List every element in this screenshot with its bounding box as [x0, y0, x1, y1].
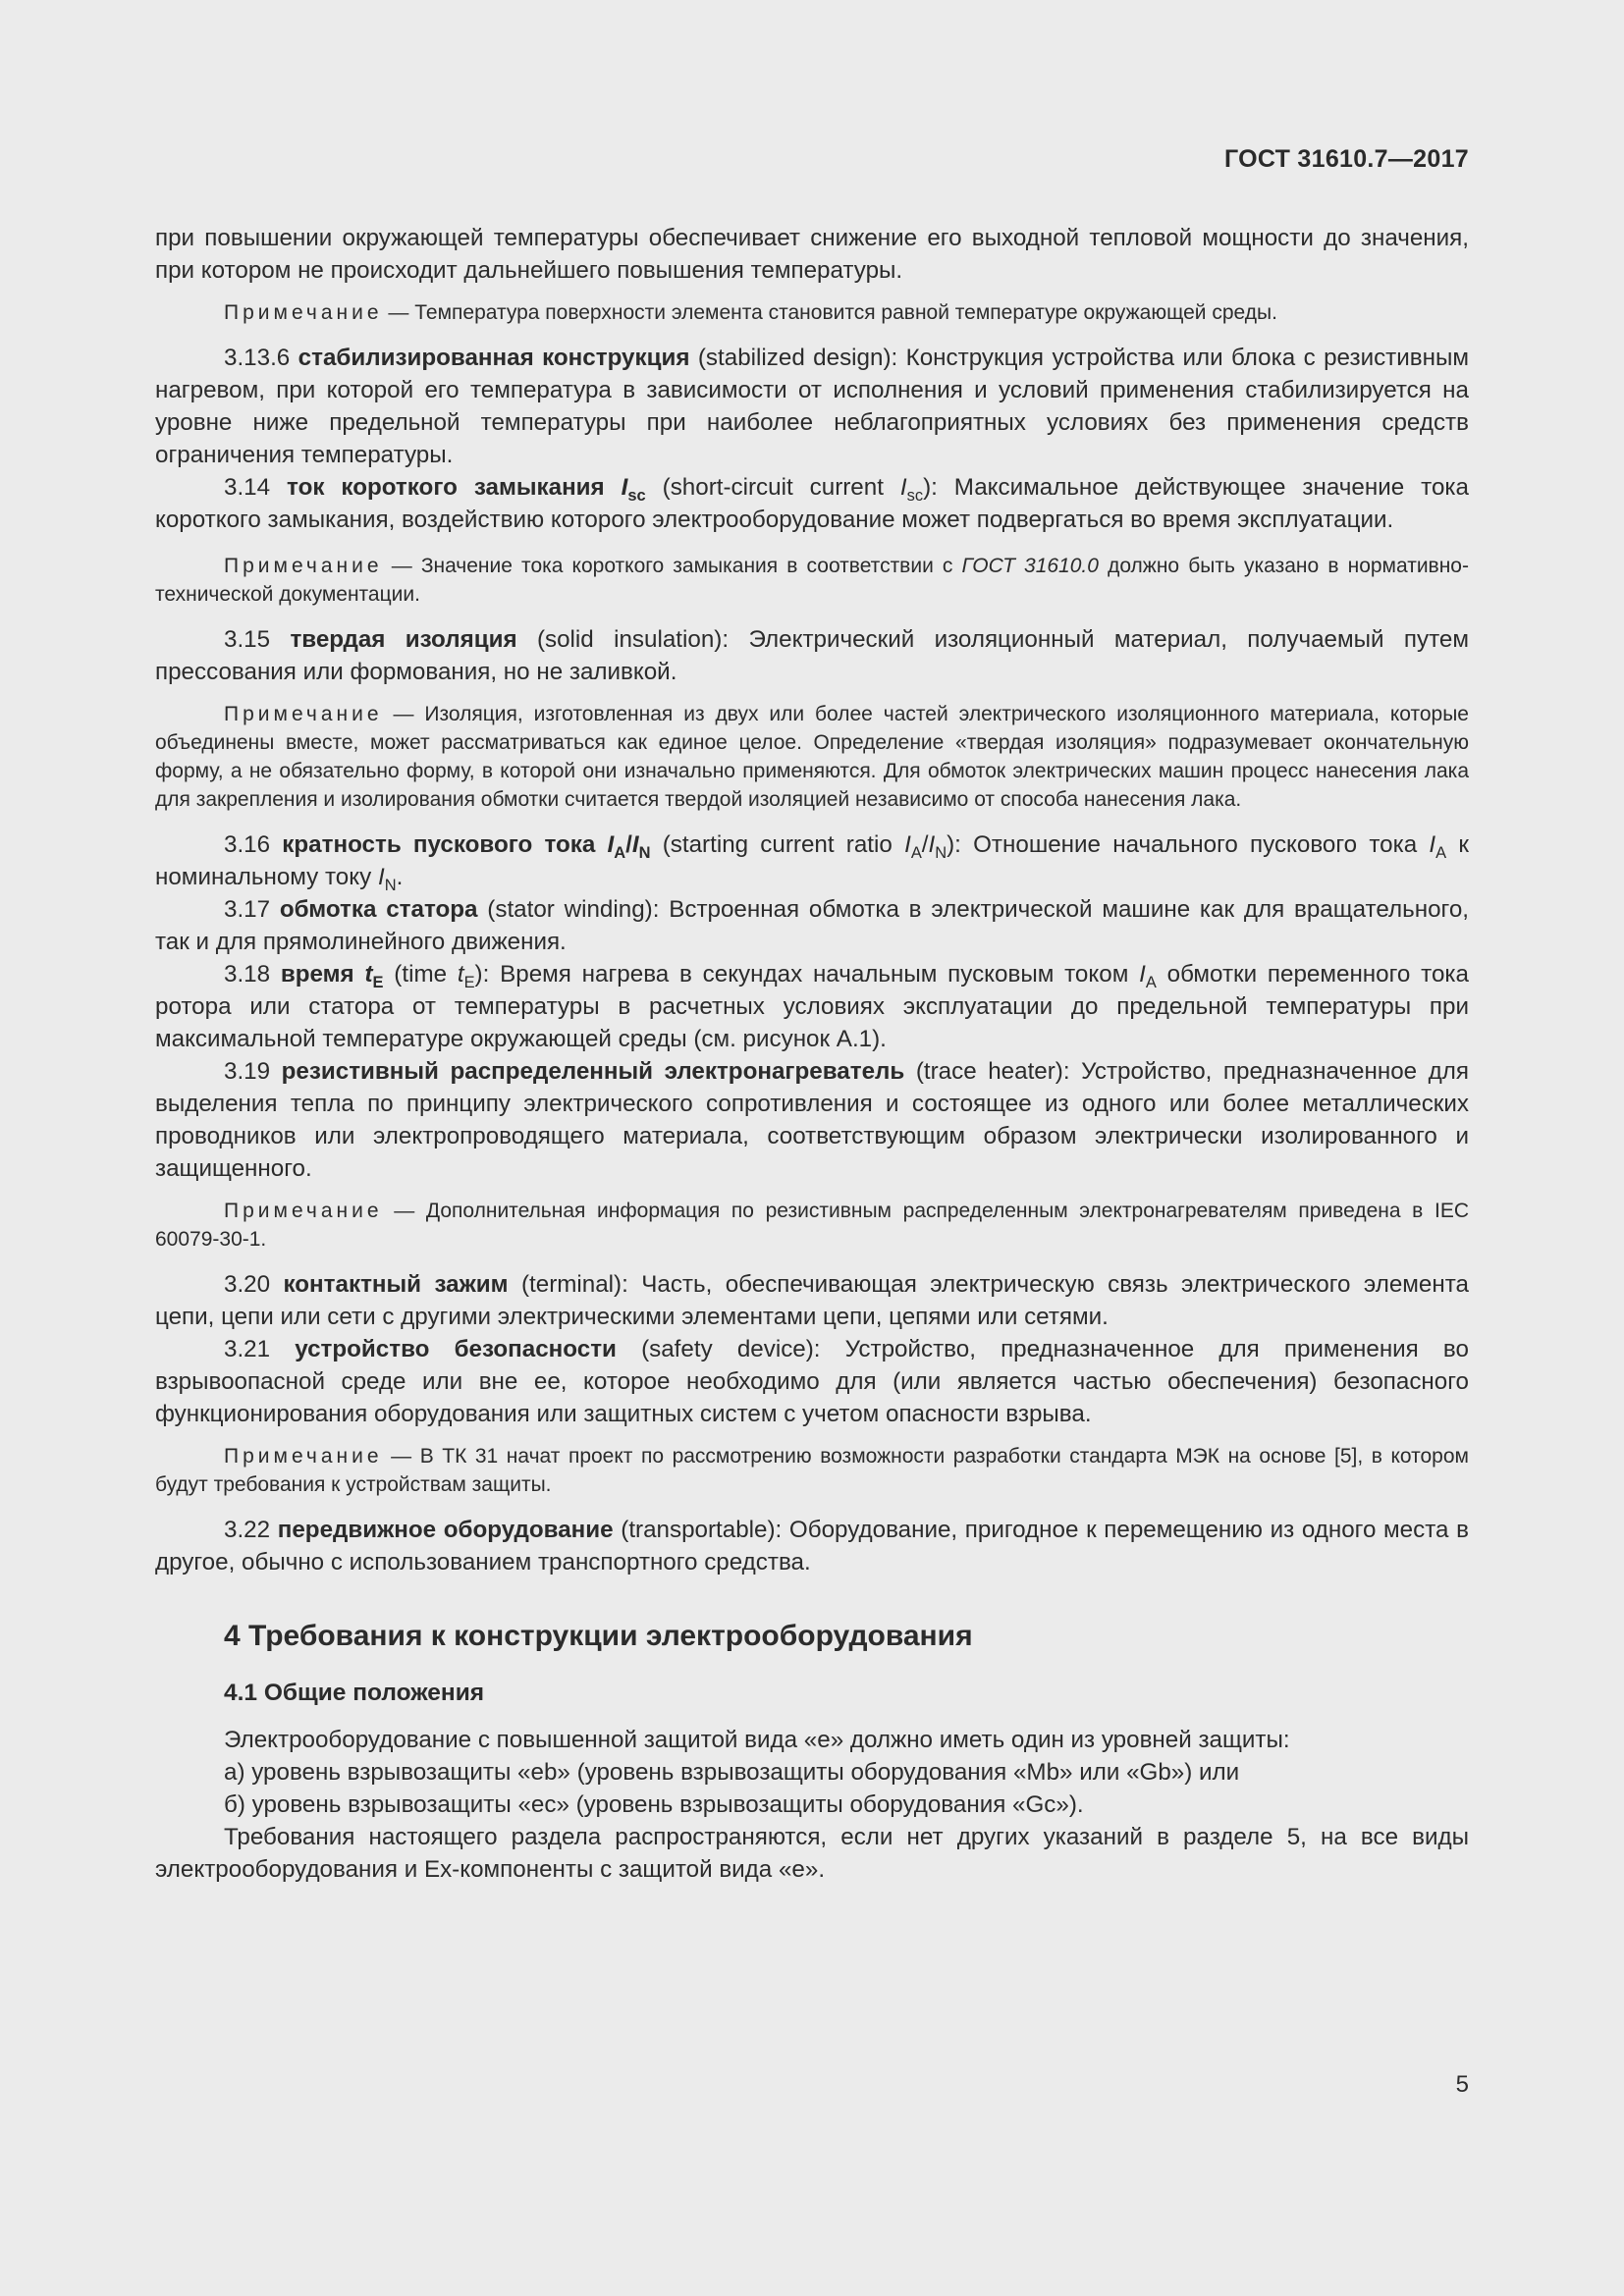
english-term: (time — [394, 961, 448, 988]
slash: / — [921, 831, 929, 858]
slash: / — [625, 831, 632, 858]
english-term: (starting current ratio — [662, 831, 893, 858]
symbol-subscript: N — [384, 876, 397, 894]
symbol: I — [1429, 831, 1436, 858]
clause-number: 3.22 — [224, 1517, 271, 1543]
term: твердая изоляция — [290, 626, 517, 653]
symbol-subscript: E — [372, 973, 384, 991]
term: обмотка статора — [279, 896, 478, 923]
clause-3-18 — [155, 958, 1469, 1055]
note-dash: — — [394, 1200, 415, 1222]
clause-3-21 — [155, 1333, 1469, 1430]
symbol: I — [607, 831, 615, 858]
definition: ): Время нагрева в секундах начальным пусковым током — [474, 961, 1129, 988]
definition: (stator winding): Встроенная обмотка в электрической машине как для вращательного, так и для прямолинейного движения. — [155, 896, 1469, 955]
term: время — [280, 961, 354, 988]
clause-3-15 — [155, 623, 1469, 688]
symbol-subscript: sc — [906, 486, 924, 505]
note-text: Значение тока короткого замыкания в соответствии с — [420, 555, 953, 577]
note-text: Дополнительная информация по резистивным распределенным электронагревателям приведена в IEC 60079-30-1. — [155, 1200, 1469, 1251]
note-label: Примечание — [224, 555, 383, 577]
definition: ): Максимальное действующее значение тока короткого замыкания, воздействию которого электрооборудование может подвергаться во время эксплуатации. — [155, 474, 1469, 533]
definition: (transportable): Оборудование, пригодное к перемещению из одного места в другое, обычно с использованием транспортного средства. — [155, 1517, 1469, 1575]
note-dash: — — [391, 555, 412, 577]
clause-number: 3.15 — [224, 626, 271, 653]
clause-number: 3.19 — [224, 1058, 271, 1085]
symbol-subscript: A — [614, 843, 626, 862]
clause-number: 3.16 — [224, 831, 271, 858]
symbol: I — [904, 831, 911, 858]
page-number: 5 — [1455, 2071, 1469, 2098]
symbol: I — [1139, 961, 1146, 988]
symbol: t — [457, 961, 464, 988]
definition: (terminal): Часть, обеспечивающая электрическую связь электрического элемента цепи, цепи или сети с другими электрическими элементами цепи, цепями или сетями. — [155, 1271, 1469, 1330]
section-heading: 4 Требования к конструкции электрооборудования — [224, 1620, 973, 1652]
term: устройство безопасности — [295, 1336, 617, 1362]
note-dash: — — [393, 703, 414, 725]
term: передвижное оборудование — [277, 1517, 614, 1543]
definition: (safety device): Устройство, предназначенное для применения во взрывоопасной среде или вне ее, которое необходимо для (или является частью обеспечения) безопасного функционирования оборудования или защитных систем с учетом опасности взрыва. — [155, 1336, 1469, 1427]
definition: (stabilized design): Конструкция устройства или блока с резистивным нагревом, при которой его температура в зависимости от исполнения и условий применения стабилизируется на уровне ниже предельной температуры при наиболее неблагоприятных условиях без применения средств ограничения температуры. — [155, 345, 1469, 468]
note-4 — [155, 1197, 1469, 1254]
clause-number: 3.13.6 — [224, 345, 291, 371]
term: кратность пускового тока — [282, 831, 596, 858]
note-text: Температура поверхности элемента становится равной температуре окружающей среды. — [414, 301, 1277, 324]
paragraph-continuation: при повышении окружающей температуры обеспечивает снижение его выходной тепловой мощности до значения, при котором не происходит дальнейшего повышения температуры. — [155, 225, 1469, 284]
symbol: I — [621, 474, 628, 501]
note-dash: — — [388, 301, 409, 324]
note-1 — [155, 298, 1469, 327]
clause-number: 3.18 — [224, 961, 271, 988]
term: ток короткого замыкания — [287, 474, 605, 501]
note-label: Примечание — [224, 301, 383, 324]
term: контактный зажим — [283, 1271, 509, 1298]
period: . — [396, 864, 404, 890]
definition: к номинальному току — [155, 831, 1469, 890]
clause-3-13-6 — [155, 342, 1469, 471]
clause-number: 3.17 — [224, 896, 271, 923]
symbol: I — [899, 474, 907, 501]
symbol-subscript: A — [1435, 843, 1447, 862]
reference-link: ГОСТ 31610.0 — [961, 555, 1099, 577]
note-text: должно быть указано в нормативно-технической документации. — [155, 555, 1469, 606]
note-2 — [155, 552, 1469, 609]
note-dash: — — [391, 1445, 412, 1468]
paragraph: Электрооборудование с повышенной защитой вида «е» должно иметь один из уровней защиты: — [224, 1727, 1290, 1753]
english-term: (short-circuit current — [662, 474, 884, 501]
list-item: б) уровень взрывозащиты «ес» (уровень взрывозащиты оборудования «Gc»). — [224, 1791, 1084, 1818]
symbol: I — [631, 831, 639, 858]
symbol: t — [364, 961, 373, 988]
note-label: Примечание — [224, 703, 383, 725]
term: резистивный распределенный электронагреватель — [281, 1058, 905, 1085]
symbol-subscript: N — [935, 843, 947, 862]
note-text: В ТК 31 начат проект по рассмотрению возможности разработки стандарта МЭК на основе [5], в котором будут требования к устройствам защиты. — [155, 1445, 1469, 1496]
clause-3-22 — [155, 1514, 1469, 1578]
symbol: I — [928, 831, 936, 858]
symbol-subscript: A — [910, 843, 922, 862]
definition: обмотки переменного тока ротора или статора от температуры в расчетных условиях эксплуатации до предельной температуры при максимальной температуре окружающей среды (см. рисунок А.1). — [155, 961, 1469, 1052]
definition: (solid insulation): Электрический изоляционный материал, получаемый путем прессования или формования, но не заливкой. — [155, 626, 1469, 685]
symbol: I — [377, 864, 385, 890]
paragraph: Требования настоящего раздела распространяются, если нет других указаний в разделе 5, на все виды электрооборудования и Ex-компоненты с защитой вида «е». — [155, 1824, 1469, 1883]
note-label: Примечание — [224, 1445, 383, 1468]
note-label: Примечание — [224, 1200, 383, 1222]
definition: ): Отношение начального пускового тока — [947, 831, 1418, 858]
list-item: а) уровень взрывозащиты «eb» (уровень взрывозащиты оборудования «Mb» или «Gb») или — [224, 1759, 1240, 1786]
term: стабилизированная конструкция — [298, 345, 690, 371]
clause-3-14 — [155, 471, 1469, 536]
subsection-heading: 4.1 Общие положения — [224, 1680, 485, 1706]
clause-3-16 — [155, 828, 1469, 893]
clause-number: 3.21 — [224, 1336, 271, 1362]
symbol-subscript: E — [463, 973, 475, 991]
clause-number: 3.20 — [224, 1271, 271, 1298]
standard-designation: ГОСТ 31610.7—2017 — [1223, 145, 1469, 173]
symbol-subscript: sc — [627, 486, 646, 505]
symbol-subscript: A — [1145, 973, 1157, 991]
clause-number: 3.14 — [224, 474, 271, 501]
clause-3-17 — [155, 893, 1469, 958]
definition: (trace heater): Устройство, предназначенное для выделения тепла по принципу электрического сопротивления и состоящее из одного или более металлических проводников или электропроводящего материала, соответствующим образом электрически изолированного и защищенного. — [155, 1058, 1469, 1182]
note-text: Изоляция, изготовленная из двух или более частей электрического изоляционного материала, которые объединены вместе, может рассматриваться как единое целое. Определение «твердая изоляция» подразумевает окончательную форму, а не обязательно форму, в которой они изначально применяются. Для обмоток электрических машин процесс нанесения лака для закрепления и изолирования обмотки считается твердой изоляцией независимо от способа нанесения лака. — [155, 703, 1469, 811]
note-3 — [155, 700, 1469, 814]
clause-3-19 — [155, 1055, 1469, 1185]
note-5 — [155, 1442, 1469, 1499]
document-body — [155, 222, 1469, 1886]
clause-3-20 — [155, 1268, 1469, 1333]
symbol-subscript: N — [638, 843, 651, 862]
